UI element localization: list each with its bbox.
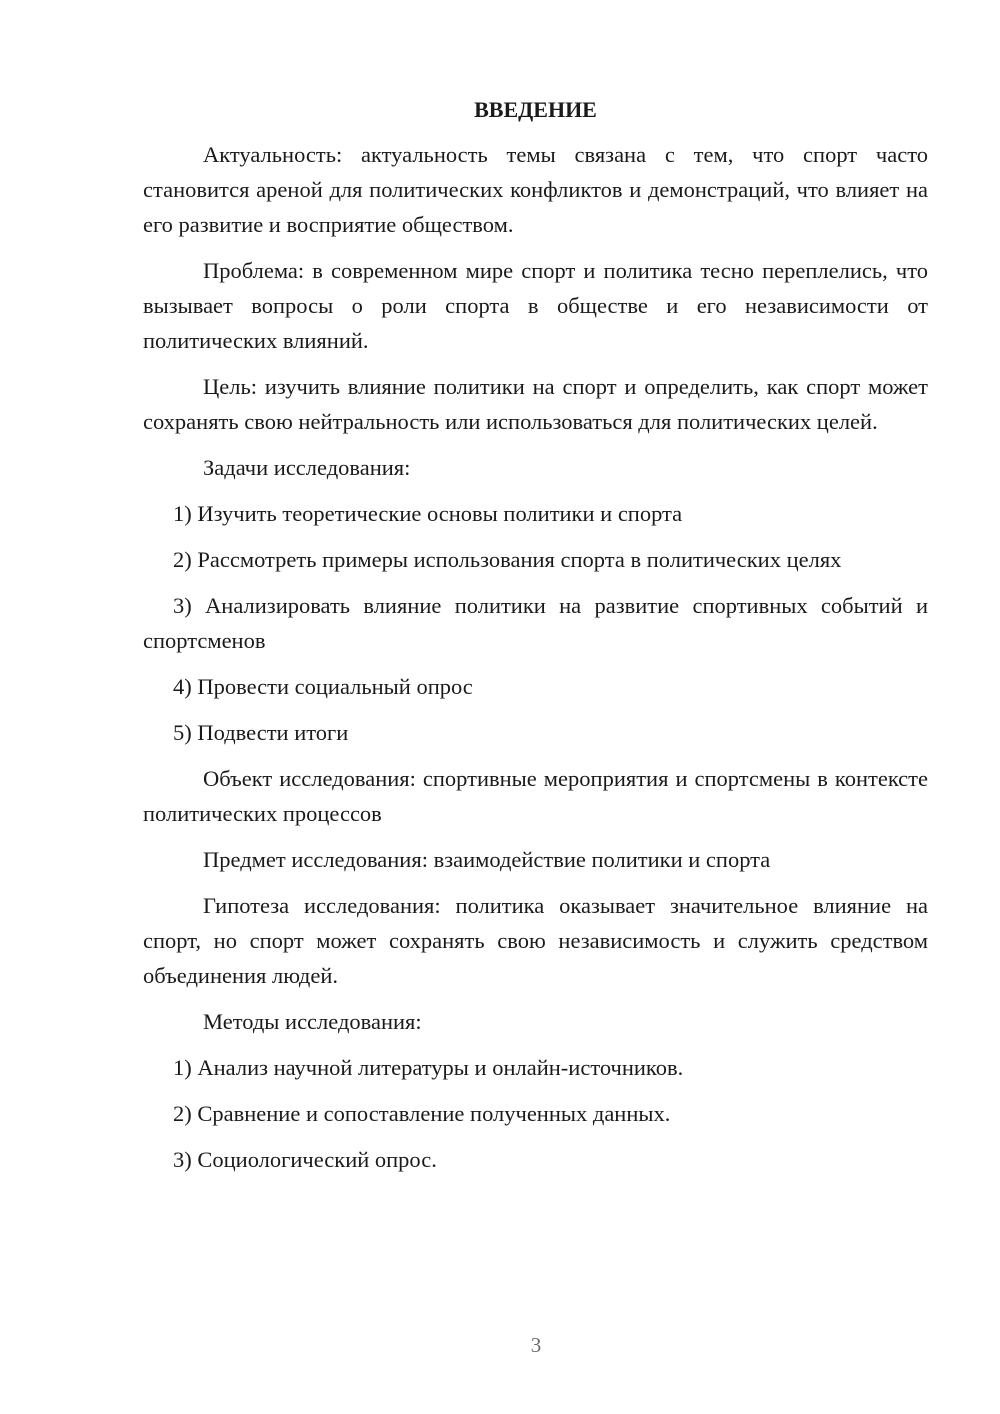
object-paragraph: Объект исследования: спортивные мероприятия и спортсмены в контексте политических процессов — [143, 766, 928, 826]
method-item: 2) Сравнение и сопоставление полученных данных. — [173, 1101, 671, 1126]
method-item: 1) Анализ научной литературы и онлайн-источников. — [173, 1055, 684, 1080]
goal-paragraph: Цель: изучить влияние политики на спорт и определить, как спорт может сохранять свою нейтральность или использоваться для политических целей. — [143, 374, 928, 434]
method-item: 3) Социологический опрос. — [173, 1147, 437, 1172]
tasks-heading: Задачи исследования: — [203, 455, 411, 480]
problem-paragraph: Проблема: в современном мире спорт и политика тесно переплелись, что вызывает вопросы о роли спорта в обществе и его независимости от политических влияний. — [143, 258, 928, 353]
task-item: 2) Рассмотреть примеры использования спорта в политических целях — [173, 547, 842, 572]
task-item: 3) Анализировать влияние политики на развитие спортивных событий и спортсменов — [143, 593, 928, 653]
hypothesis-paragraph: Гипотеза исследования: политика оказывает значительное влияние на спорт, но спорт может сохранять свою независимость и служить средством объединения людей. — [143, 893, 928, 988]
relevance-paragraph: Актуальность: актуальность темы связана с тем, что спорт часто становится ареной для политических конфликтов и демонстраций, что влияет на его развитие и восприятие обществом. — [143, 142, 928, 237]
task-item: 5) Подвести итоги — [173, 720, 349, 745]
document-body — [143, 92, 928, 1188]
task-item: 1) Изучить теоретические основы политики и спорта — [173, 501, 683, 526]
page-title: ВВЕДЕНИЕ — [474, 97, 597, 122]
task-item: 4) Провести социальный опрос — [173, 674, 473, 699]
methods-heading: Методы исследования: — [203, 1009, 422, 1034]
subject-paragraph: Предмет исследования: взаимодействие политики и спорта — [203, 847, 771, 872]
page-number: 3 — [530, 1333, 542, 1357]
